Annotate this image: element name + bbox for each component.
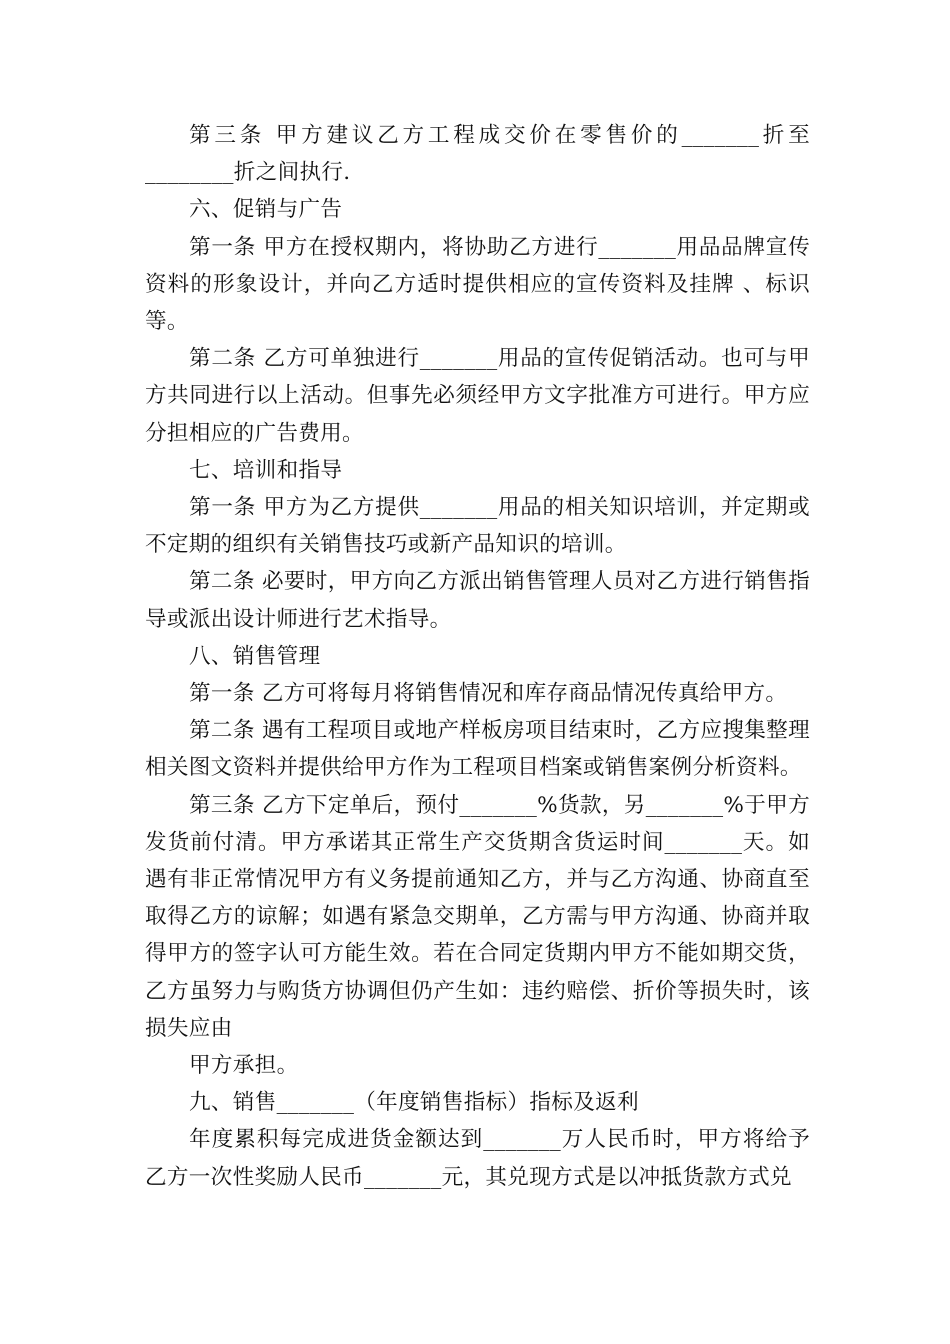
paragraph-annual-rebate: 年度累积每完成进货金额达到_______万人民币时，甲方将给予乙方一次性奖励人民币_______元，其兑现方式是以冲抵货款方式兑 (145, 1127, 810, 1190)
paragraph-training-article-2: 第二条 必要时，甲方向乙方派出销售管理人员对乙方进行销售指导或派出设计师进行艺术指导。 (145, 569, 810, 632)
paragraph-sales-article-1: 第一条 乙方可将每月将销售情况和库存商品情况传真给甲方。 (189, 681, 788, 707)
section-heading-sales-targets: 九、销售_______（年度销售指标）指标及返利 (189, 1090, 639, 1116)
paragraph-training-article-1: 第一条 甲方为乙方提供_______用品的相关知识培训，并定期或不定期的组织有关销售技巧或新产品知识的培训。 (145, 495, 810, 558)
paragraph-promotion-article-1: 第一条 甲方在授权期内，将协助乙方进行_______用品品牌宣传资料的形象设计，并向乙方适时提供相应的宣传资料及挂牌 、标识等。 (145, 234, 810, 335)
paragraph-sales-article-3: 第三条 乙方下定单后，预付_______%货款，另_______%于甲方发货前付清。甲方承诺其正常生产交货期含货运时间_______天。如遇有非正常情况甲方有义务提前通知乙方，并与乙方沟通、协商直至取得乙方的谅解；如遇有紧急交期单，乙方需与甲方沟通、协商并取得甲方的签字认可方能生效。若在合同定货期内甲方不能如期交货，乙方虽努力与购货方协调但仍产生如：违约赔偿、折价等损失时，该损失应由 (145, 792, 810, 1041)
section-heading-promotion: 六、促销与广告 (189, 197, 343, 223)
paragraph-sales-article-2: 第二条 遇有工程项目或地产样板房项目结束时，乙方应搜集整理相关图文资料并提供给甲方作为工程项目档案或销售案例分析资料。 (145, 718, 810, 781)
document-body (145, 117, 810, 1196)
section-heading-training: 七、培训和指导 (189, 457, 343, 483)
paragraph-sales-article-3-continued: 甲方承担。 (189, 1053, 299, 1079)
paragraph-article-3-price: 第三条 甲方建议乙方工程成交价在零售价的_______折至________折之间执行. (145, 123, 810, 186)
paragraph-promotion-article-2: 第二条 乙方可单独进行_______用品的宣传促销活动。也可与甲方共同进行以上活动。但事先必须经甲方文字批准方可进行。甲方应分担相应的广告费用。 (145, 346, 810, 446)
section-heading-sales-management: 八、销售管理 (189, 643, 321, 669)
